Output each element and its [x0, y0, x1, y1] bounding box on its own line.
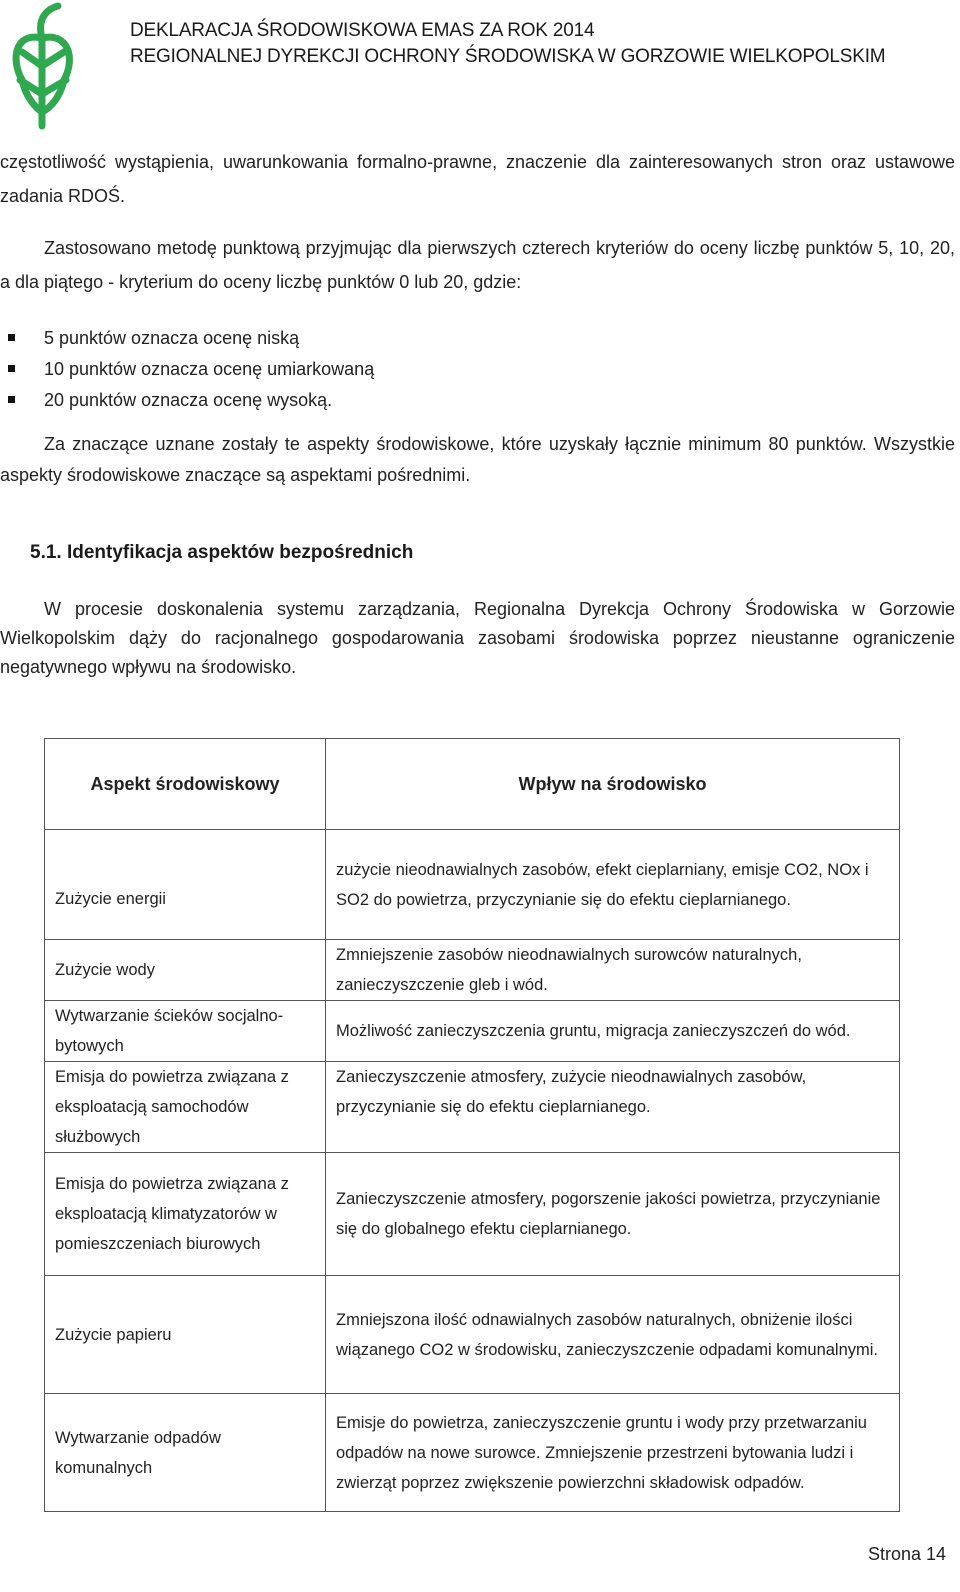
- impact-cell: zużycie nieodnawialnych zasobów, efekt cieplarniany, emisje CO2, NOx i SO2 do powietrza, przyczynianie się do efektu cieplarnianego.: [326, 830, 900, 940]
- aspect-cell: Emisja do powietrza związana z eksploatacją samochodów służbowych: [45, 1062, 326, 1153]
- aspect-cell: Zużycie wody: [45, 940, 326, 1001]
- impact-cell: Zmniejszenie zasobów nieodnawialnych surowców naturalnych, zanieczyszczenie gleb i wód.: [326, 940, 900, 1001]
- aspect-cell: Emisja do powietrza związana z eksploatacją klimatyzatorów w pomieszczeniach biurowych: [45, 1153, 326, 1276]
- list-item: 10 punktów oznacza ocenę umiarkowaną: [0, 354, 374, 385]
- impact-cell: Możliwość zanieczyszczenia gruntu, migracja zanieczyszczeń do wód.: [326, 1001, 900, 1062]
- table-row: [45, 1001, 900, 1062]
- impact-cell: Zanieczyszczenie atmosfery, pogorszenie jakości powietrza, przyczynianie się do globalnego efektu cieplarnianego.: [326, 1153, 900, 1276]
- page-number: Strona 14: [867, 1544, 946, 1564]
- table-row: [45, 1276, 900, 1394]
- paragraph-process: W procesie doskonalenia systemu zarządzania, Regionalna Dyrekcja Ochrony Środowiska w Gorzowie Wielkopolskim dąży do racjonalnego gospodarowania zasobami środowiska poprzez nieustanne ograniczenie negatywnego wpływu na środowisko.: [0, 599, 955, 677]
- table-row: [45, 1394, 900, 1512]
- list-item: 5 punktów oznacza ocenę niską: [0, 323, 374, 354]
- leaf-logo-icon: [6, 2, 82, 130]
- document-header: [130, 18, 885, 70]
- section-title: 5.1. Identyfikacja aspektów bezpośrednich: [30, 542, 414, 563]
- table-row: [45, 940, 900, 1001]
- table-row: [45, 830, 900, 940]
- impact-cell: Zanieczyszczenie atmosfery, zużycie nieodnawialnych zasobów, przyczynianie się do efektu cieplarnianego.: [326, 1062, 900, 1153]
- aspect-cell: Zużycie papieru: [45, 1276, 326, 1394]
- list-item: 20 punktów oznacza ocenę wysoką.: [0, 385, 374, 416]
- table-header-row: [45, 739, 900, 830]
- paragraph-significant-aspects: Za znaczące uznane zostały te aspekty środowiskowe, które uzyskały łącznie minimum 80 punktów. Wszystkie aspekty środowiskowe znaczące są aspektami pośrednimi.: [0, 434, 955, 485]
- impact-cell: Zmniejszona ilość odnawialnych zasobów naturalnych, obniżenie ilości wiązanego CO2 w środowisku, zanieczyszczenie odpadami komunalnymi.: [326, 1276, 900, 1394]
- aspects-table: [44, 738, 900, 1512]
- paragraph-criteria: częstotliwość wystąpienia, uwarunkowania formalno-prawne, znaczenie dla zainteresowanych stron oraz ustawowe zadania RDOŚ.: [0, 152, 955, 206]
- aspect-cell: Wytwarzanie odpadów komunalnych: [45, 1394, 326, 1512]
- paragraph-method: Zastosowano metodę punktową przyjmując dla pierwszych czterech kryteriów do oceny liczbę punktów 5, 10, 20, a dla piątego - kryterium do oceny liczbę punktów 0 lub 20, gdzie:: [0, 238, 955, 292]
- column-header-impact: Wpływ na środowisko: [326, 739, 900, 830]
- impact-cell: Emisje do powietrza, zanieczyszczenie gruntu i wody przy przetwarzaniu odpadów na nowe surowce. Zmniejszenie przestrzeni bytowania ludzi i zwierząt poprzez zwiększenie powierzchni składowisk odpadów.: [326, 1394, 900, 1512]
- table-row: [45, 1153, 900, 1276]
- aspect-cell: Zużycie energii: [45, 830, 326, 940]
- aspect-cell: Wytwarzanie ścieków socjalno-bytowych: [45, 1001, 326, 1062]
- scoring-list: [0, 323, 374, 416]
- header-line-1: DEKLARACJA ŚRODOWISKOWA EMAS ZA ROK 2014: [130, 20, 595, 41]
- header-line-2: REGIONALNEJ DYREKCJI OCHRONY ŚRODOWISKA W GORZOWIE WIELKOPOLSKIM: [130, 46, 886, 67]
- column-header-aspect: Aspekt środowiskowy: [45, 739, 326, 830]
- table-row: [45, 1062, 900, 1153]
